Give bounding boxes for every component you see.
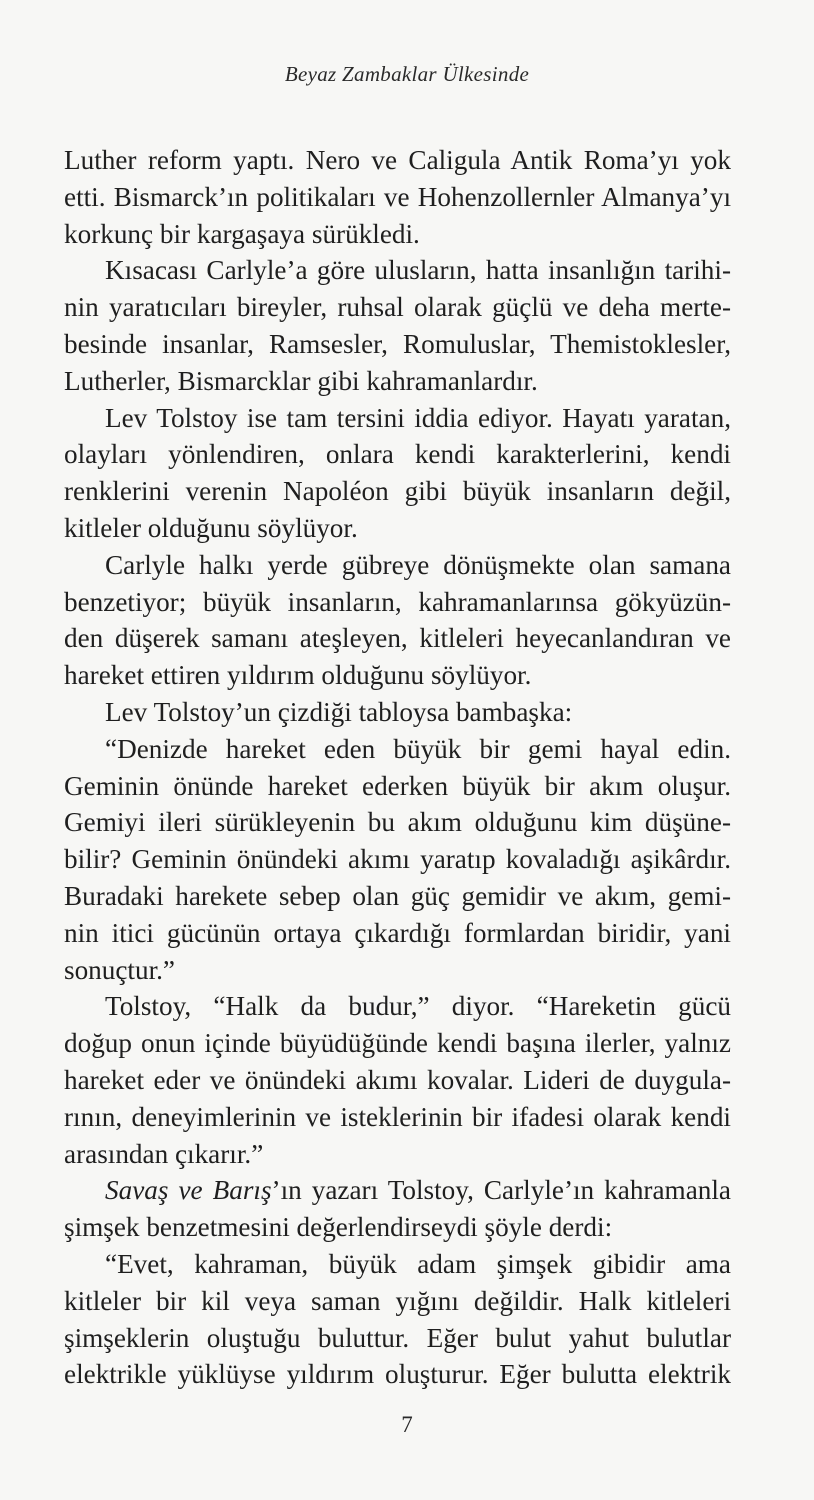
- running-head: Beyaz Zambaklar Ülkesinde: [284, 62, 530, 86]
- text-line: nin yaratıcıları bireyler, ruhsal olarak güçlü ve deha merte-: [64, 292, 731, 323]
- book-title-italic: Savaş ve Barış: [105, 1175, 272, 1206]
- text-line: hareket eder ve önündeki akımı kovalar. Lideri de duygula-: [64, 1064, 731, 1095]
- text-line: Lev Tolstoy ise tam tersini iddia ediyor. Hayatı yaratan,: [105, 402, 731, 433]
- text-line: şimşeklerin oluştuğu buluttur. Eğer bulut yahut bulutlar: [64, 1322, 731, 1353]
- text-line: Gemiyi ileri sürükleyenin bu akım olduğunu kim düşüne-: [64, 807, 731, 838]
- text-line: bilir? Geminin önündeki akımı yaratıp kovaladığı aşikârdır.: [64, 844, 731, 875]
- text-line: Luther reform yaptı. Nero ve Caligula Antik Roma’yı yok: [64, 145, 731, 175]
- text-line: rının, deneyimlerinin ve isteklerinin bir ifadesi olarak kendi: [64, 1101, 731, 1132]
- text-line: kitleler olduğunu söylüyor.: [64, 512, 358, 543]
- text-line: Geminin önünde hareket ederken büyük bir akım oluşur.: [64, 770, 731, 801]
- text-line: benzetiyor; büyük insanların, kahramanlarınsa gökyüzün-: [64, 586, 731, 617]
- text-line: den düşerek samanı ateşleyen, kitleleri heyecanlandıran ve: [64, 623, 731, 654]
- text-line: Kısacası Carlyle’a göre ulusların, hatta insanlığın tarihi-: [105, 255, 731, 286]
- text-line: hareket ettiren yıldırım olduğunu söylüyor.: [64, 660, 532, 691]
- text-line: [64, 1172, 731, 1209]
- page-number: 7: [401, 1412, 413, 1437]
- text-line: Tolstoy, “Halk da budur,” diyor. “Hareketin gücü: [105, 991, 731, 1022]
- text-line: “Evet, kahraman, büyük adam şimşek gibidir ama: [105, 1248, 731, 1279]
- text-line: renklerini verenin Napoléon gibi büyük insanların değil,: [64, 476, 731, 507]
- text-line: sonuçtur.”: [64, 954, 175, 985]
- body-text: [64, 142, 731, 1393]
- text-line: Carlyle halkı yerde gübreye dönüşmekte olan samana: [105, 549, 731, 580]
- text-line: korkunç bir kargaşaya sürükledi.: [64, 218, 420, 249]
- text-line: nin itici gücünün ortaya çıkardığı formlardan biridir, yani: [64, 917, 731, 948]
- text-line: “Denizde hareket eden büyük bir gemi hayal edin.: [105, 733, 731, 764]
- text-line: Lev Tolstoy’un çizdiği tabloysa bambaşka:: [105, 696, 573, 727]
- text-line: şimşek benzetmesini değerlendirseydi şöyle derdi:: [64, 1212, 613, 1243]
- text-line: kitleler bir kil veya saman yığını değildir. Halk kitleleri: [64, 1285, 731, 1316]
- text-line: besinde insanlar, Ramsesler, Romuluslar, Themistoklesler,: [64, 328, 731, 359]
- text-line: Lutherler, Bismarcklar gibi kahramanlardır.: [64, 365, 538, 396]
- text-line: arasından çıkarır.”: [64, 1138, 264, 1169]
- line-rest: ’ın yazarı Tolstoy, Carlyle’ın kahramanla: [271, 1175, 731, 1206]
- text-line: Buradaki harekete sebep olan güç gemidir ve akım, gemi-: [64, 880, 731, 911]
- text-line: elektrikle yüklüyse yıldırım oluşturur. Eğer bulutta elektrik: [64, 1359, 731, 1390]
- text-line: etti. Bismarck’ın politikaları ve Hohenzollernler Almanya’yı: [64, 181, 731, 212]
- text-line: doğup onun içinde büyüdüğünde kendi başına ilerler, yalnız: [64, 1028, 731, 1059]
- text-line: olayları yönlendiren, onlara kendi karakterlerini, kendi: [64, 439, 731, 470]
